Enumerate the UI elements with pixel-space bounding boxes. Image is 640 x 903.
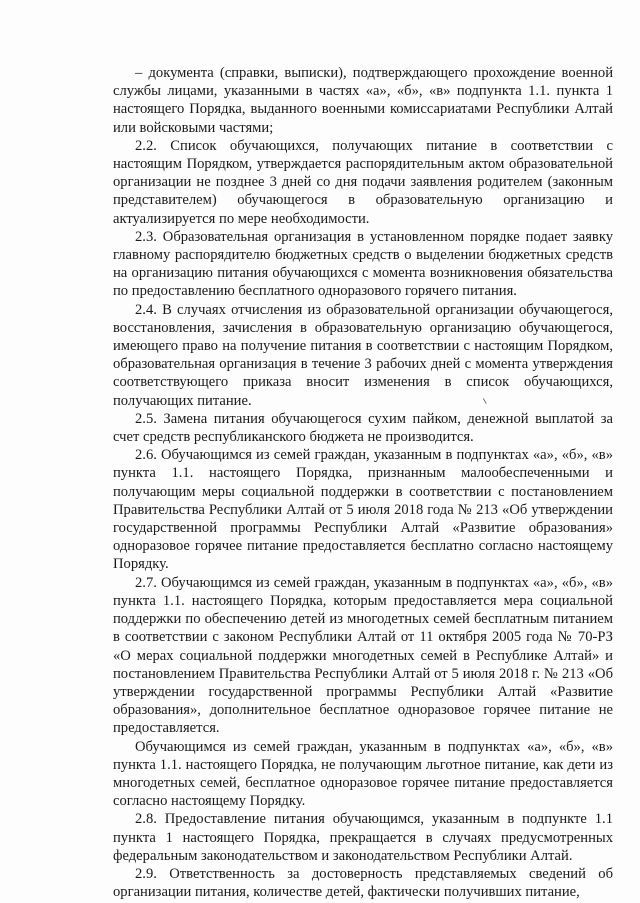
paragraph-2-7: 2.7. Обучающимся из семей граждан, указанным в подпунктах «а», «б», «в» пункта 1.1. настоящего Порядка, которым предоставляется мера социальной поддержки по обеспечению детей из многодетных семей бесплатным питанием в соответствии с законом Республики Алтай от 11 октября 2005 года № 70-РЗ «О мерах социальной поддержки многодетных семей в Республике Алтай» и постановлением Правительства Республики Алтай от 5 июля 2018 г. № 213 «Об утверждении государственной программы Республики Алтай «Развитие образования», дополнительное бесплатное одноразовое горячее питание не предоставляется. bbox=[113, 574, 613, 737]
paragraph-2-4: 2.4. В случаях отчисления из образовательной организации обучающегося, восстановления, зачисления в образовательную организацию обучающегося, имеющего право на получение питания в соответствии с настоящим Порядком, образовательная организация в течение 3 рабочих дней с момента утверждения соответствующего приказа вносит изменения в список обучающихся, получающих питание. bbox=[113, 301, 613, 409]
paragraph-2-2: 2.2. Список обучающихся, получающих питание в соответствии с настоящим Порядком, утверждается распорядительным актом образовательной организации не позднее 3 дней со дня подачи заявления родителем (законным представителем) обучающегося в образовательную организацию и актуализируется по мере необходимости. bbox=[113, 137, 613, 227]
paragraph-military-service-document: – документа (справки, выписки), подтверждающего прохождение военной службы лицами, указанными в частях «а», «б», «в» подпункта 1.1. пункта 1 настоящего Порядка, выданного военными комиссариатами Республики Алтай или войсковыми частями; bbox=[113, 65, 613, 136]
paragraph-2-9: 2.9. Ответственность за достоверность представляемых сведений об организации питания, количестве детей, фактически получивших питание, bbox=[113, 865, 613, 901]
paragraph-2-3: 2.3. Образовательная организация в установленном порядке подает заявку главному распорядителю бюджетных средств о выделении бюджетных средств на организацию питания обучающихся с момента возникновения обязательства по предоставлению бесплатного одноразового горячего питания. bbox=[113, 228, 613, 300]
paragraph-2-8: 2.8. Предоставление питания обучающимся, указанным в подпункте 1.1 пункта 1 настоящего Порядка, прекращается в случаях предусмотренных федеральным законодательством и законодательством Республики Алтай. bbox=[113, 811, 613, 864]
document-body bbox=[113, 64, 613, 901]
paragraph-2-7-continued: Обучающимся из семей граждан, указанным в подпунктах «а», «б», «в» пункта 1.1. настоящего Порядка, не получающим льготное питание, как дети из многодетных семей, бесплатное одноразовое горячее питание предоставляется согласно настоящему Порядку. bbox=[113, 738, 613, 810]
paragraph-2-5: 2.5. Замена питания обучающегося сухим пайком, денежной выплатой за счет средств республиканского бюджета не производится. bbox=[113, 410, 613, 446]
paragraph-2-6: 2.6. Обучающимся из семей граждан, указанным в подпунктах «а», «б», «в» пункта 1.1. настоящего Порядка, признанным малообеспеченными и получающим меры социальной поддержки в соответствии с постановлением Правительства Республики Алтай от 5 июля 2018 года № 213 «Об утверждении государственной программы Республики Алтай «Развитие образования» одноразовое горячее питание предоставляется бесплатно согласно настоящему Порядку. bbox=[113, 447, 613, 573]
